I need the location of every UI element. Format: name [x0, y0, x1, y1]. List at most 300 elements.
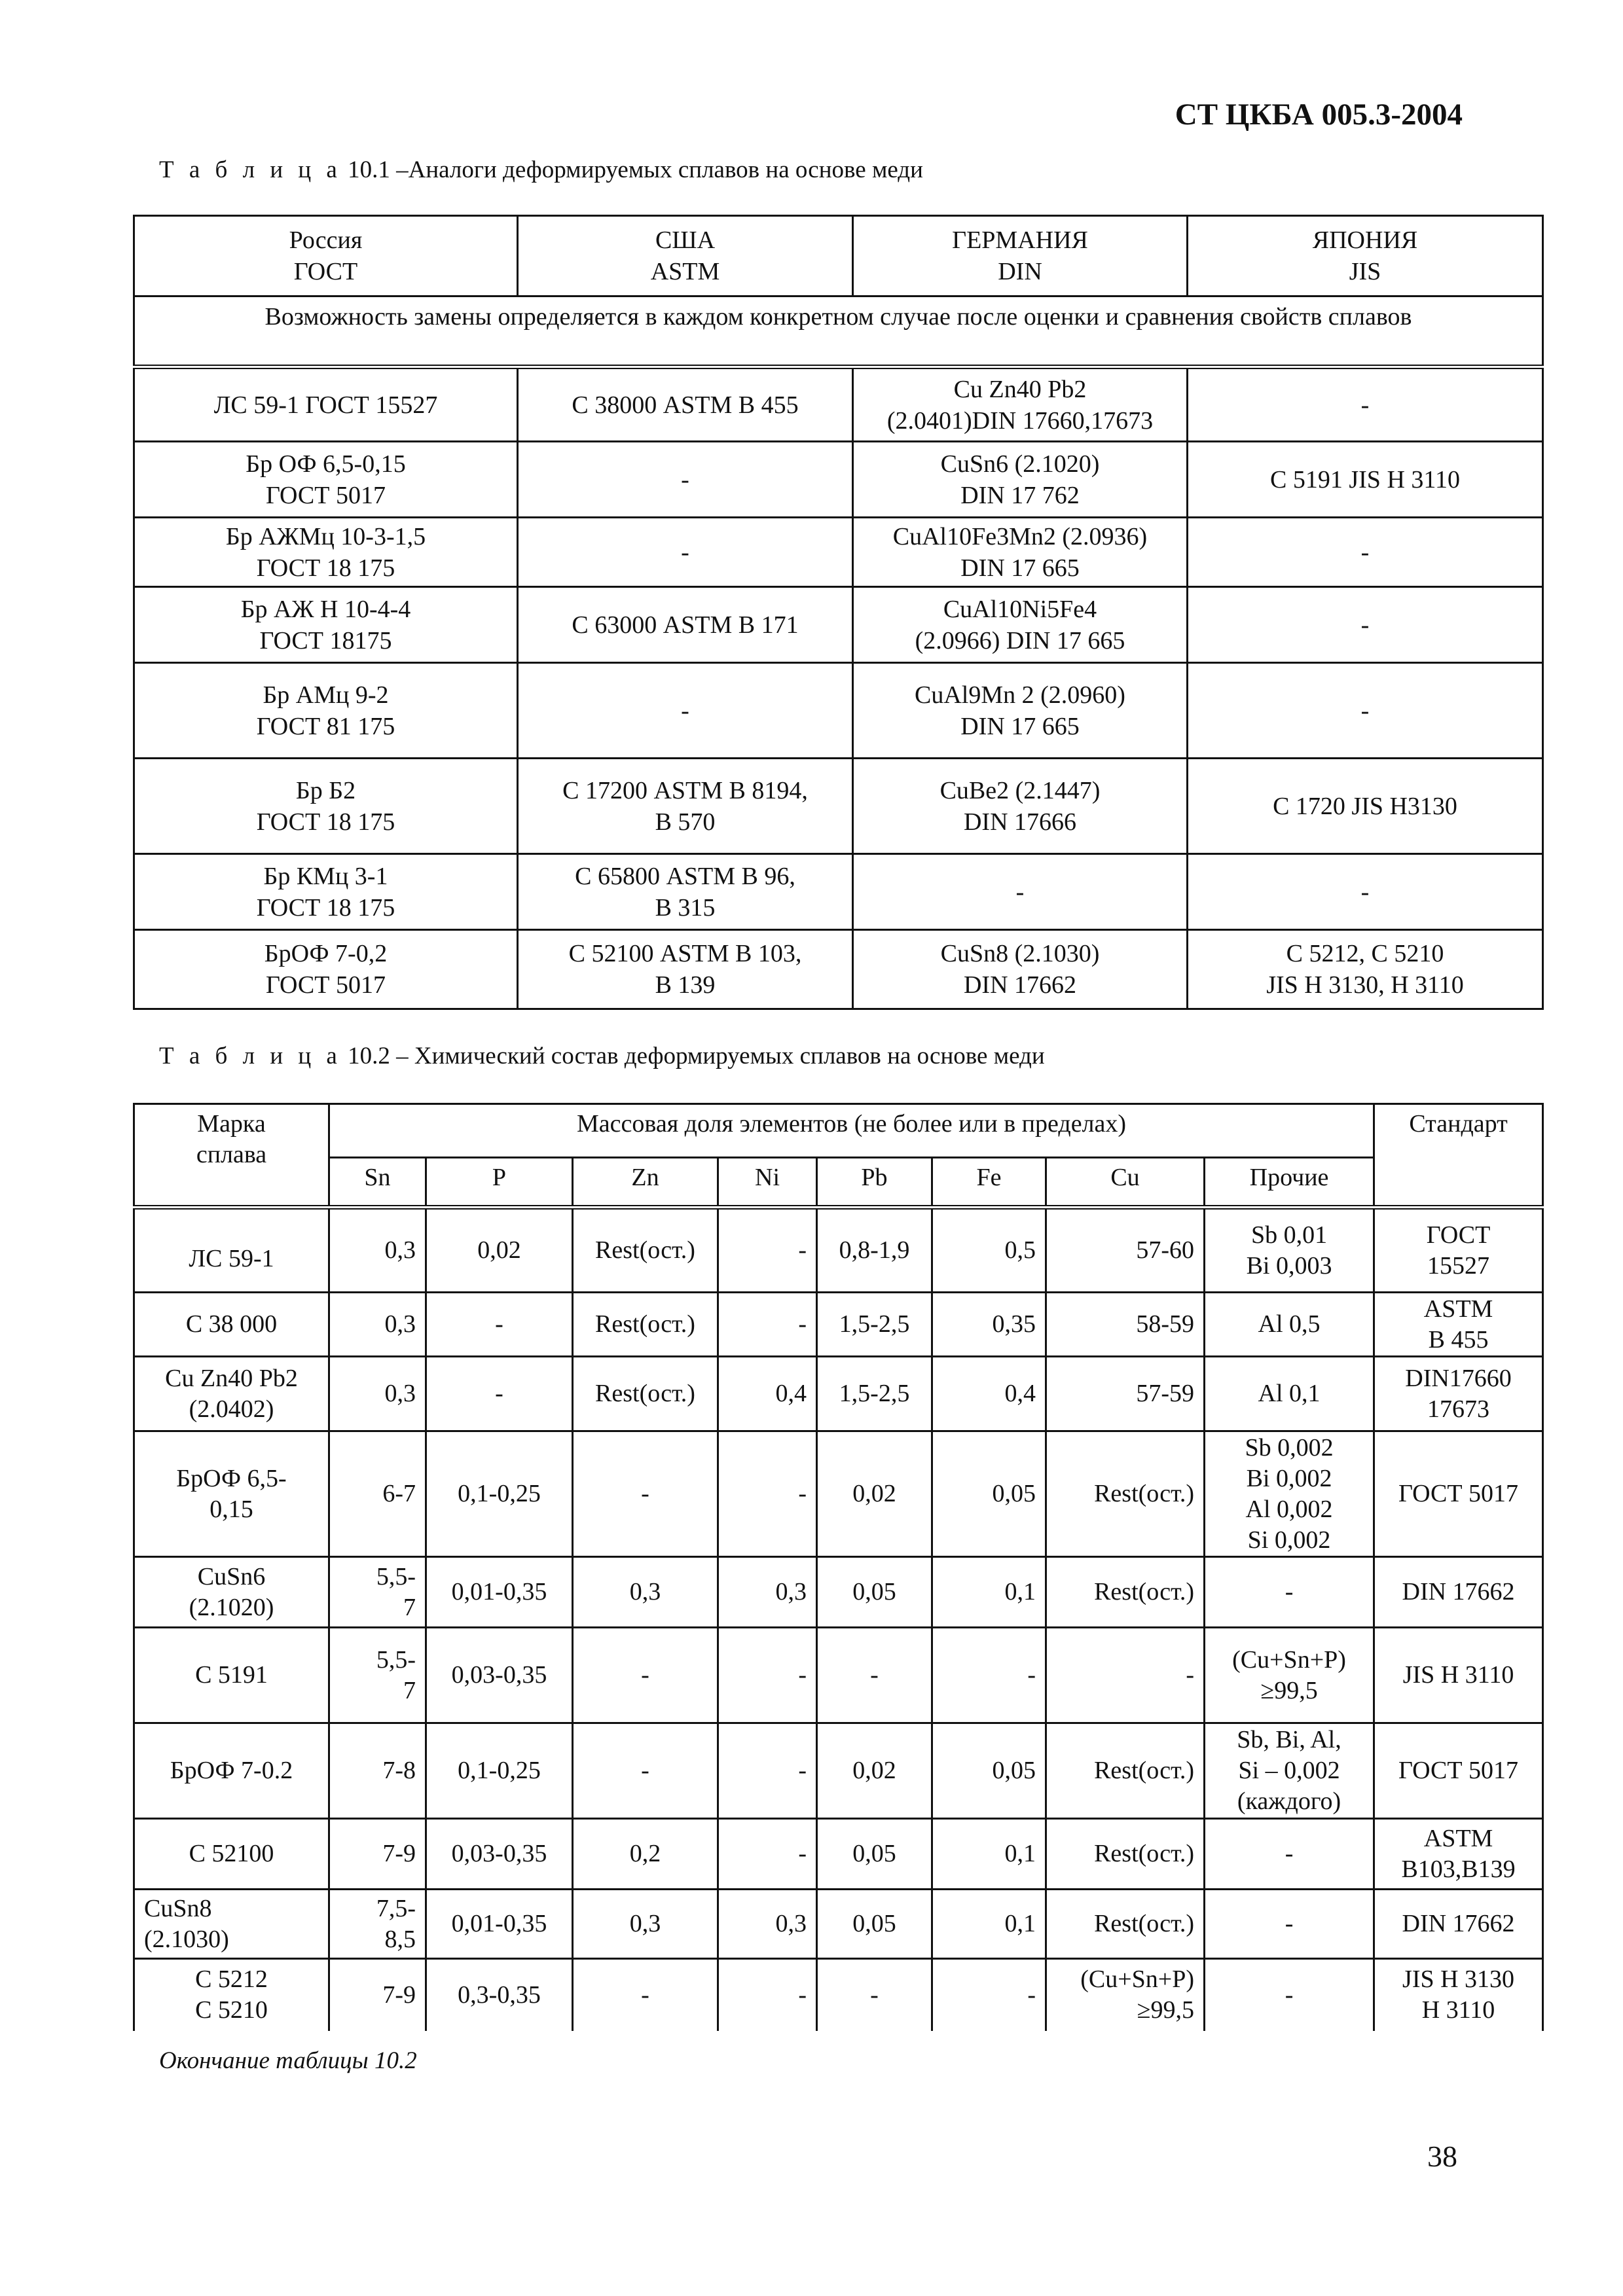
- table-cell: [134, 1628, 329, 1723]
- cell-line: ГОСТ 5017: [266, 971, 386, 999]
- cell-line: CuSn6 (2.1020): [940, 450, 1100, 478]
- table-cell: [853, 663, 1188, 759]
- table-cell: [518, 442, 853, 518]
- table-cell: [426, 1557, 573, 1628]
- table-cell: [1205, 1557, 1374, 1628]
- cell-line: Rest(ост.): [1094, 1840, 1194, 1867]
- table-cell: [1188, 759, 1543, 854]
- table-cell: [573, 1723, 718, 1819]
- cell-line: 0,4: [1004, 1380, 1036, 1407]
- cell-line: ГОСТ: [293, 258, 358, 285]
- cell-line: 7,5-: [376, 1894, 416, 1922]
- cell-line: С 38 000: [185, 1310, 278, 1338]
- element-header: Pb: [817, 1158, 932, 1208]
- table-cell: [329, 1357, 426, 1431]
- cell-line: сплава: [196, 1141, 267, 1168]
- caption-label: Т а б л и ц а: [159, 156, 342, 183]
- cell-line: 6-7: [382, 1480, 416, 1507]
- cell-line: -: [1285, 1578, 1294, 1605]
- table-row: [134, 759, 1543, 854]
- table-row: [134, 587, 1543, 663]
- table-cell: [1188, 518, 1543, 587]
- table-cell: [718, 1557, 817, 1628]
- note-row: [134, 296, 1543, 367]
- table-10-2-caption: [159, 1042, 1045, 1070]
- table-cell: [573, 1293, 718, 1357]
- table-row: [134, 1723, 1543, 1819]
- table-cell: [718, 1723, 817, 1819]
- table-cell: [932, 1357, 1046, 1431]
- cell-line: (каждого): [1237, 1787, 1341, 1815]
- cell-line: 17673: [1427, 1395, 1490, 1423]
- cell-line: 58-59: [1136, 1310, 1194, 1338]
- table-cell: [932, 1557, 1046, 1628]
- table-row: [134, 1357, 1543, 1431]
- table-cell: [134, 1723, 329, 1819]
- table-cell: [817, 1890, 932, 1959]
- table-row: [134, 1557, 1543, 1628]
- cell-line: 0,3: [775, 1578, 807, 1605]
- cell-line: JIS Н 3130: [1402, 1965, 1515, 1994]
- cell-line: США: [655, 226, 716, 254]
- mass-fraction-header: Массовая доля элементов (не более или в пределах): [329, 1104, 1374, 1158]
- cell-line: Rest(ост.): [595, 1236, 695, 1264]
- cell-line: Sb, Bi, Al,: [1237, 1726, 1341, 1753]
- table-cell: [329, 1208, 426, 1293]
- cell-line: Н 3110: [1421, 1996, 1495, 2024]
- cell-line: ГОСТ 81 175: [256, 712, 395, 740]
- cell-line: В103,В139: [1401, 1855, 1516, 1883]
- cell-line: 7: [403, 1676, 416, 1704]
- cell-line: В 455: [1428, 1325, 1489, 1354]
- table-cell: [1046, 1628, 1205, 1723]
- table-cell: [134, 1431, 329, 1557]
- table-cell: [329, 1431, 426, 1557]
- table-cell: [1374, 1357, 1543, 1431]
- table-cell: [426, 1959, 573, 2031]
- cell-line: 0,35: [992, 1310, 1036, 1338]
- element-header: Прочие: [1205, 1158, 1374, 1208]
- table-cell: [817, 1819, 932, 1890]
- table-cell: [134, 518, 518, 587]
- table-cell: [573, 1431, 718, 1557]
- table-cell: [518, 854, 853, 930]
- cell-line: 0,01-0,35: [451, 1578, 547, 1605]
- table-cell: [329, 1959, 426, 2031]
- table-cell: [1188, 663, 1543, 759]
- cell-line: -: [870, 1981, 879, 2009]
- table-cell: [932, 1208, 1046, 1293]
- cell-line: В 570: [655, 808, 716, 836]
- table-cell: [518, 663, 853, 759]
- cell-line: Бр АМц 9-2: [263, 681, 389, 709]
- table-cell: [1188, 930, 1543, 1009]
- cell-line: БрОФ 7-0.2: [170, 1757, 293, 1784]
- cell-line: DIN 17 665: [960, 712, 1080, 740]
- cell-line: Бр КМц 3-1: [263, 862, 388, 890]
- table-cell: [426, 1628, 573, 1723]
- table-row: [134, 854, 1543, 930]
- element-header: Sn: [329, 1158, 426, 1208]
- cell-line: В 139: [655, 971, 716, 999]
- cell-line: 0,05: [852, 1840, 896, 1867]
- table-cell: [718, 1959, 817, 2031]
- cell-line: Rest(ост.): [1094, 1578, 1194, 1605]
- cell-line: 1,5-2,5: [839, 1310, 910, 1338]
- cell-line: ГОСТ 18175: [259, 626, 392, 655]
- cell-line: Rest(ост.): [1094, 1910, 1194, 1937]
- cell-line: 0,03-0,35: [451, 1840, 547, 1867]
- cell-line: (2.1030): [144, 1925, 229, 1953]
- table-cell: [1205, 1723, 1374, 1819]
- table-cell: [1374, 1208, 1543, 1293]
- cell-line: -: [798, 1981, 807, 2009]
- table-cell: [426, 1890, 573, 1959]
- cell-line: -: [1285, 1981, 1294, 2009]
- cell-line: DIN 17 665: [960, 554, 1080, 582]
- table-cell: [853, 759, 1188, 854]
- caption-label: Т а б л и ц а: [159, 1043, 342, 1069]
- cell-line: -: [495, 1380, 503, 1407]
- cell-line: DIN 17662: [1402, 1910, 1515, 1937]
- table-cell: [932, 1431, 1046, 1557]
- cell-line: ≥99,5: [1137, 1996, 1194, 2024]
- cell-line: 0,02: [477, 1236, 521, 1264]
- document-id: СТ ЦКБА 005.3-2004: [1175, 98, 1463, 132]
- cell-line: ЛС 59-1: [189, 1245, 274, 1272]
- table-cell: [718, 1357, 817, 1431]
- cell-line: -: [641, 1981, 649, 2009]
- cell-line: ASTM: [1423, 1295, 1493, 1323]
- table-cell: [932, 1890, 1046, 1959]
- table-row: [134, 1959, 1543, 2031]
- table-cell: [718, 1890, 817, 1959]
- cell-line: ГОСТ: [1426, 1221, 1491, 1249]
- cell-line: С 38000 ASTM В 455: [572, 391, 799, 419]
- cell-line: 5,5-: [376, 1645, 416, 1674]
- cell-line: Al 0,1: [1258, 1380, 1321, 1407]
- cell-line: С 5191: [195, 1661, 268, 1689]
- table-cell: [573, 1819, 718, 1890]
- table-cell: [573, 1557, 718, 1628]
- table-cell: [853, 367, 1188, 442]
- column-header: [853, 216, 1188, 296]
- table-cell: [932, 1959, 1046, 2031]
- cell-line: ГОСТ 18 175: [256, 893, 395, 922]
- cell-line: ГЕРМАНИЯ: [952, 226, 1088, 254]
- table-cell: [1374, 1959, 1543, 2031]
- cell-line: Si – 0,002: [1238, 1757, 1340, 1784]
- table-cell: [817, 1293, 932, 1357]
- cell-line: 5,5-: [376, 1562, 416, 1590]
- cell-line: -: [1360, 611, 1370, 639]
- cell-line: Бр АЖ Н 10-4-4: [240, 595, 411, 623]
- table-cell: [573, 1890, 718, 1959]
- table-cell: [426, 1208, 573, 1293]
- cell-line: (2.1020): [189, 1593, 274, 1621]
- cell-line: CuSn6: [197, 1562, 266, 1590]
- table-cell: [426, 1293, 573, 1357]
- element-header: Zn: [573, 1158, 718, 1208]
- cell-line: 0,1-0,25: [458, 1480, 541, 1507]
- table-cell: [1374, 1557, 1543, 1628]
- cell-line: -: [798, 1310, 807, 1338]
- cell-line: -: [1360, 878, 1370, 906]
- table-cell: [134, 1959, 329, 2031]
- table-cell: [1205, 1293, 1374, 1357]
- table-cell: [134, 1557, 329, 1628]
- table-cell: [573, 1357, 718, 1431]
- cell-line: Бр Б2: [295, 776, 356, 804]
- cell-line: 0,1-0,25: [458, 1757, 541, 1784]
- cell-line: С 5212, С 5210: [1286, 940, 1444, 967]
- table-cell: [134, 442, 518, 518]
- cell-line: -: [641, 1757, 649, 1784]
- table-cell: [1046, 1208, 1205, 1293]
- cell-line: -: [1360, 538, 1370, 566]
- table-cell: [518, 367, 853, 442]
- cell-line: -: [1186, 1661, 1194, 1689]
- cell-line: -: [1027, 1981, 1036, 2009]
- column-header: [1188, 216, 1543, 296]
- table-row: [134, 1431, 1543, 1557]
- table-cell: [134, 759, 518, 854]
- table-10-2: [133, 1103, 1544, 2031]
- table-row: [134, 1208, 1543, 1293]
- elements-header-row: [134, 1158, 1543, 1208]
- cell-line: 7-9: [382, 1981, 416, 2009]
- cell-line: 0,02: [852, 1480, 896, 1507]
- table-cell: [329, 1890, 426, 1959]
- table-cell: [1046, 1723, 1205, 1819]
- cell-line: 0,3: [384, 1380, 416, 1407]
- cell-line: DIN 17662: [1402, 1578, 1515, 1605]
- table-cell: [134, 367, 518, 442]
- cell-line: 0,3: [384, 1310, 416, 1338]
- table-cell: [426, 1431, 573, 1557]
- table-cell: [853, 587, 1188, 663]
- table-10-1: [133, 215, 1544, 1010]
- table-cell: [134, 1293, 329, 1357]
- cell-line: -: [681, 538, 689, 566]
- cell-line: С 52100: [189, 1840, 274, 1867]
- table-10-1-caption: [159, 156, 923, 184]
- table-cell: [1374, 1819, 1543, 1890]
- caption-text: 10.1 –Аналоги деформируемых сплавов на основе меди: [348, 156, 923, 183]
- cell-line: 0,3: [384, 1236, 416, 1264]
- table-cell: [1205, 1357, 1374, 1431]
- table-cell: [1046, 1959, 1205, 2031]
- cell-line: Al 0,002: [1245, 1495, 1333, 1523]
- cell-line: -: [798, 1236, 807, 1264]
- cell-line: -: [1027, 1661, 1036, 1689]
- table-cell: [134, 587, 518, 663]
- cell-line: 0,1: [1004, 1910, 1036, 1937]
- cell-line: JIS Н 3110: [1402, 1661, 1514, 1689]
- cell-line: ЯПОНИЯ: [1312, 226, 1418, 254]
- table-cell: [1046, 1431, 1205, 1557]
- table-cell: [1374, 1628, 1543, 1723]
- table-cell: [329, 1819, 426, 1890]
- cell-line: (2.0402): [189, 1395, 274, 1423]
- cell-line: 0,05: [992, 1757, 1036, 1784]
- table-cell: [573, 1208, 718, 1293]
- cell-line: DIN 17666: [963, 808, 1077, 836]
- cell-line: БрОФ 6,5-: [176, 1464, 287, 1492]
- cell-line: Rest(ост.): [595, 1380, 695, 1407]
- cell-line: Bi 0,002: [1246, 1464, 1332, 1492]
- table-row: [134, 1293, 1543, 1357]
- table-cell: [426, 1723, 573, 1819]
- table-row: [134, 663, 1543, 759]
- cell-line: ГОСТ 18 175: [256, 808, 395, 836]
- cell-line: Al 0,5: [1258, 1310, 1321, 1338]
- cell-line: Sb 0,01: [1250, 1221, 1328, 1249]
- cell-line: БрОФ 7-0,2: [264, 940, 388, 967]
- cell-line: Cu Zn40 Pb2: [953, 375, 1087, 403]
- table-cell: [134, 1819, 329, 1890]
- table-cell: [1205, 1890, 1374, 1959]
- cell-line: ГОСТ 5017: [266, 481, 386, 509]
- cell-line: В 315: [655, 893, 716, 922]
- cell-line: (2.0966) DIN 17 665: [915, 626, 1125, 655]
- table-cell: [134, 1208, 329, 1293]
- table-cell: [718, 1208, 817, 1293]
- cell-line: -: [681, 696, 689, 725]
- cell-line: 0,1: [1004, 1840, 1036, 1867]
- cell-line: JIS Н 3130, Н 3110: [1266, 971, 1464, 999]
- cell-line: -: [870, 1661, 879, 1689]
- cell-line: ГОСТ 5017: [1398, 1480, 1519, 1507]
- cell-line: 0,05: [992, 1480, 1036, 1507]
- cell-line: DIN 17662: [963, 971, 1077, 999]
- table-cell: [853, 854, 1188, 930]
- table-row: [134, 518, 1543, 587]
- cell-line: -: [798, 1480, 807, 1507]
- table-row: [134, 367, 1543, 442]
- cell-line: DIN 17 762: [960, 481, 1080, 509]
- column-header: [134, 216, 518, 296]
- cell-line: 0,5: [1004, 1236, 1036, 1264]
- table-cell: [932, 1293, 1046, 1357]
- replacement-note: Возможность замены определяется в каждом конкретном случае после оценки и сравнения свойств сплавов: [134, 296, 1543, 367]
- table-cell: [329, 1628, 426, 1723]
- table-cell: [1046, 1557, 1205, 1628]
- cell-line: ≥99,5: [1260, 1676, 1318, 1704]
- cell-line: 0,3: [775, 1910, 807, 1937]
- cell-line: CuSn8: [144, 1894, 212, 1922]
- element-header: Ni: [718, 1158, 817, 1208]
- table-cell: [426, 1819, 573, 1890]
- table-cell: [1046, 1357, 1205, 1431]
- table-cell: [134, 663, 518, 759]
- table-cell: [853, 518, 1188, 587]
- standard-header: Стандарт: [1374, 1104, 1543, 1208]
- cell-line: ASTM: [650, 258, 720, 285]
- table-cell: [573, 1959, 718, 2031]
- cell-line: Rest(ост.): [1094, 1757, 1194, 1784]
- cell-line: 8,5: [384, 1925, 416, 1953]
- cell-line: DIN17660: [1405, 1364, 1512, 1392]
- table-cell: [329, 1723, 426, 1819]
- cell-line: -: [798, 1757, 807, 1784]
- cell-line: С 52100 ASTM В 103,: [568, 940, 802, 967]
- table-row: [134, 1628, 1543, 1723]
- table-cell: [518, 930, 853, 1009]
- table-cell: [1188, 854, 1543, 930]
- table-cell: [817, 1557, 932, 1628]
- cell-line: (2.0401)DIN 17660,17673: [886, 406, 1154, 435]
- cell-line: 0,4: [775, 1380, 807, 1407]
- cell-line: -: [1360, 391, 1370, 419]
- table-cell: [134, 1357, 329, 1431]
- table-cell: [1205, 1819, 1374, 1890]
- grade-header: [134, 1104, 329, 1208]
- cell-line: С 5191 JIS Н 3110: [1270, 465, 1460, 493]
- cell-line: Cu Zn40 Pb2: [165, 1364, 298, 1392]
- table-cell: [426, 1357, 573, 1431]
- cell-line: 0,05: [852, 1910, 896, 1937]
- table-cell: [1205, 1959, 1374, 2031]
- table-cell: [718, 1628, 817, 1723]
- cell-line: 7-9: [382, 1840, 416, 1867]
- element-header: P: [426, 1158, 573, 1208]
- cell-line: С 65800 ASTM В 96,: [575, 862, 795, 890]
- cell-line: Бр ОФ 6,5-0,15: [246, 450, 406, 478]
- table-cell: [329, 1293, 426, 1357]
- cell-line: 0,1: [1004, 1578, 1036, 1605]
- table-cell: [853, 930, 1188, 1009]
- cell-line: Марка: [197, 1110, 266, 1138]
- table-cell: [1374, 1431, 1543, 1557]
- cell-line: 0,03-0,35: [451, 1661, 547, 1689]
- cell-line: С 63000 ASTM В 171: [572, 611, 799, 639]
- cell-line: CuAl10Fe3Mn2 (2.0936): [892, 522, 1148, 550]
- cell-line: ASTM: [1423, 1824, 1493, 1852]
- cell-line: ЛС 59-1 ГОСТ 15527: [213, 391, 438, 419]
- cell-line: (Cu+Sn+P): [1080, 1965, 1194, 1994]
- table-row: [134, 1819, 1543, 1890]
- table-cell: [1374, 1293, 1543, 1357]
- cell-line: -: [641, 1480, 649, 1507]
- cell-line: 0,8-1,9: [839, 1236, 910, 1264]
- table-cell: [1205, 1208, 1374, 1293]
- cell-line: 0,01-0,35: [451, 1910, 547, 1937]
- cell-line: ГОСТ 5017: [1398, 1757, 1519, 1784]
- cell-line: (Cu+Sn+P): [1232, 1645, 1346, 1674]
- cell-line: -: [641, 1661, 649, 1689]
- cell-line: Россия: [289, 226, 363, 254]
- cell-line: Si 0,002: [1247, 1526, 1331, 1554]
- cell-line: -: [1285, 1910, 1294, 1937]
- cell-line: 0,3: [629, 1578, 661, 1605]
- table-cell: [817, 1208, 932, 1293]
- cell-line: 0,15: [210, 1495, 253, 1523]
- table-cell: [1046, 1890, 1205, 1959]
- table-cell: [134, 1890, 329, 1959]
- cell-line: 0,02: [852, 1757, 896, 1784]
- cell-line: 7: [403, 1593, 416, 1621]
- table-cell: [518, 759, 853, 854]
- table-cell: [329, 1557, 426, 1628]
- cell-line: 57-59: [1136, 1380, 1194, 1407]
- cell-line: -: [1285, 1840, 1294, 1867]
- cell-line: -: [1360, 696, 1370, 725]
- cell-line: -: [798, 1661, 807, 1689]
- table-continuation-note: Окончание таблицы 10.2: [159, 2047, 417, 2074]
- cell-line: CuAl9Mn 2 (2.0960): [915, 681, 1125, 709]
- cell-line: 0,3: [629, 1910, 661, 1937]
